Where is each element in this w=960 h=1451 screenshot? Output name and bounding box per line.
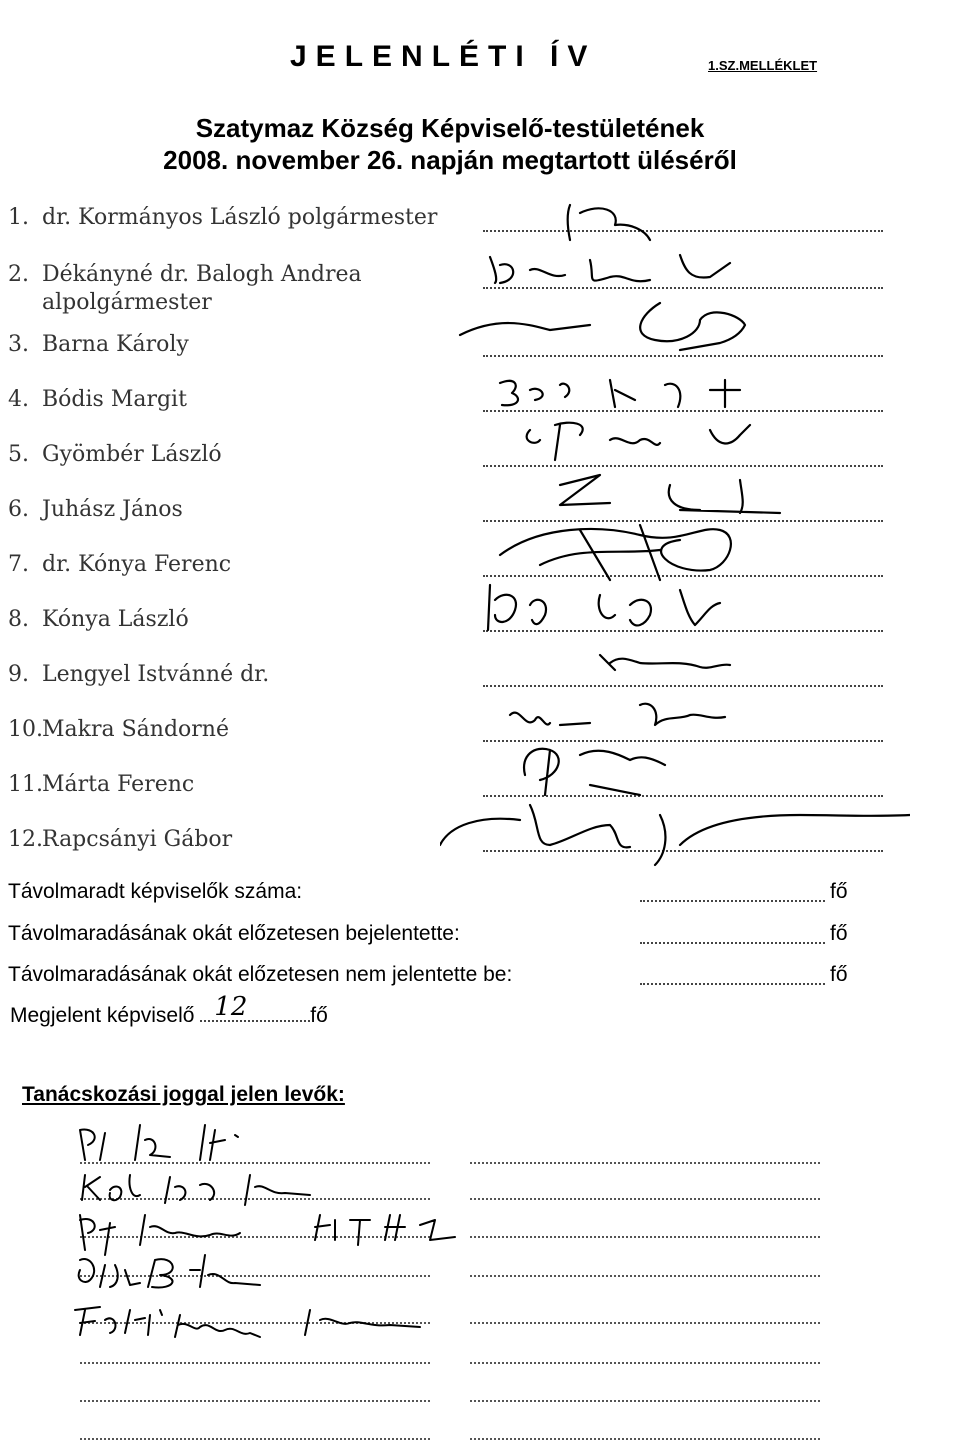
unreported-absence-unit: fő (830, 963, 848, 986)
present-count-value: 12 (214, 992, 248, 1022)
member-10: 10.Makra Sándorné (8, 717, 229, 742)
signature-6 (560, 475, 780, 513)
unreported-absence-line (640, 983, 825, 985)
signature-10 (510, 704, 725, 725)
advisory-line (470, 1236, 820, 1238)
signature-8 (488, 585, 720, 630)
member-3: 3. Barna Károly (8, 332, 189, 357)
subtitle-line-2: 2008. november 26. napján megtartott üléséről (163, 145, 737, 175)
member-1: 1. dr. Kormányos László polgármester (8, 205, 438, 230)
reported-absence-unit: fő (830, 922, 848, 945)
advisory-signature-1 (80, 1125, 238, 1160)
advisory-line (80, 1400, 430, 1402)
advisory-line (470, 1275, 820, 1277)
member-4: 4. Bódis Margit (8, 387, 187, 412)
advisory-title: Tanácskozási joggal jelen levők: (22, 1083, 345, 1106)
present-count-row (10, 992, 328, 1028)
annex-label: 1.SZ.MELLÉKLET (708, 58, 818, 73)
signature-7 (500, 525, 731, 580)
advisory-line (470, 1322, 820, 1324)
reported-absence-line (640, 942, 825, 944)
member-8: 8. Kónya László (8, 607, 189, 632)
advisory-line (470, 1198, 820, 1200)
member-6: 6. Juhász János (8, 497, 183, 522)
unreported-absence-label: Távolmaradásának okát előzetesen nem jelentette be: (8, 963, 513, 986)
member-signatures (440, 185, 910, 875)
absent-count-label: Távolmaradt képviselők száma: (8, 880, 303, 903)
member-2-role: alpolgármester (42, 290, 212, 315)
advisory-line (470, 1438, 820, 1440)
present-count-line (200, 992, 310, 1022)
reported-absence-label: Távolmaradásának okát előzetesen bejelentette: (8, 922, 460, 945)
signature-1 (568, 205, 650, 240)
advisory-signature-2 (82, 1175, 310, 1205)
signature-2 (490, 255, 730, 283)
advisory-line (80, 1438, 430, 1440)
advisory-signature-4 (79, 1255, 260, 1287)
advisory-signature-5 (75, 1307, 420, 1337)
signature-4 (500, 380, 740, 407)
advisory-line (470, 1400, 820, 1402)
member-7: 7. dr. Kónya Ferenc (8, 552, 232, 577)
signature-9 (600, 655, 730, 670)
document-title: JELENLÉTI ÍV (290, 40, 597, 73)
signature-3 (460, 303, 745, 350)
advisory-line (470, 1362, 820, 1364)
advisory-line (470, 1162, 820, 1164)
advisory-signature-3 (80, 1215, 455, 1255)
member-12: 12.Rapcsányi Gábor (8, 827, 233, 852)
present-count-unit: fő (310, 1004, 328, 1027)
member-11: 11.Márta Ferenc (8, 772, 195, 797)
advisory-line (80, 1362, 430, 1364)
present-count-label: Megjelent képviselő (10, 1004, 195, 1027)
absent-count-line (640, 900, 825, 902)
signature-12 (440, 805, 910, 865)
subtitle-line-1: Szatymaz Község Képviselő-testületének (195, 113, 705, 143)
absent-count-unit: fő (830, 880, 848, 903)
advisory-signatures (60, 1115, 480, 1340)
member-5: 5. Gyömbér László (8, 442, 222, 467)
signature-11 (524, 749, 665, 795)
member-2: 2. Dékányné dr. Balogh Andrea (8, 262, 362, 287)
signature-5 (527, 423, 750, 460)
member-9: 9. Lengyel Istvánné dr. (8, 662, 270, 687)
